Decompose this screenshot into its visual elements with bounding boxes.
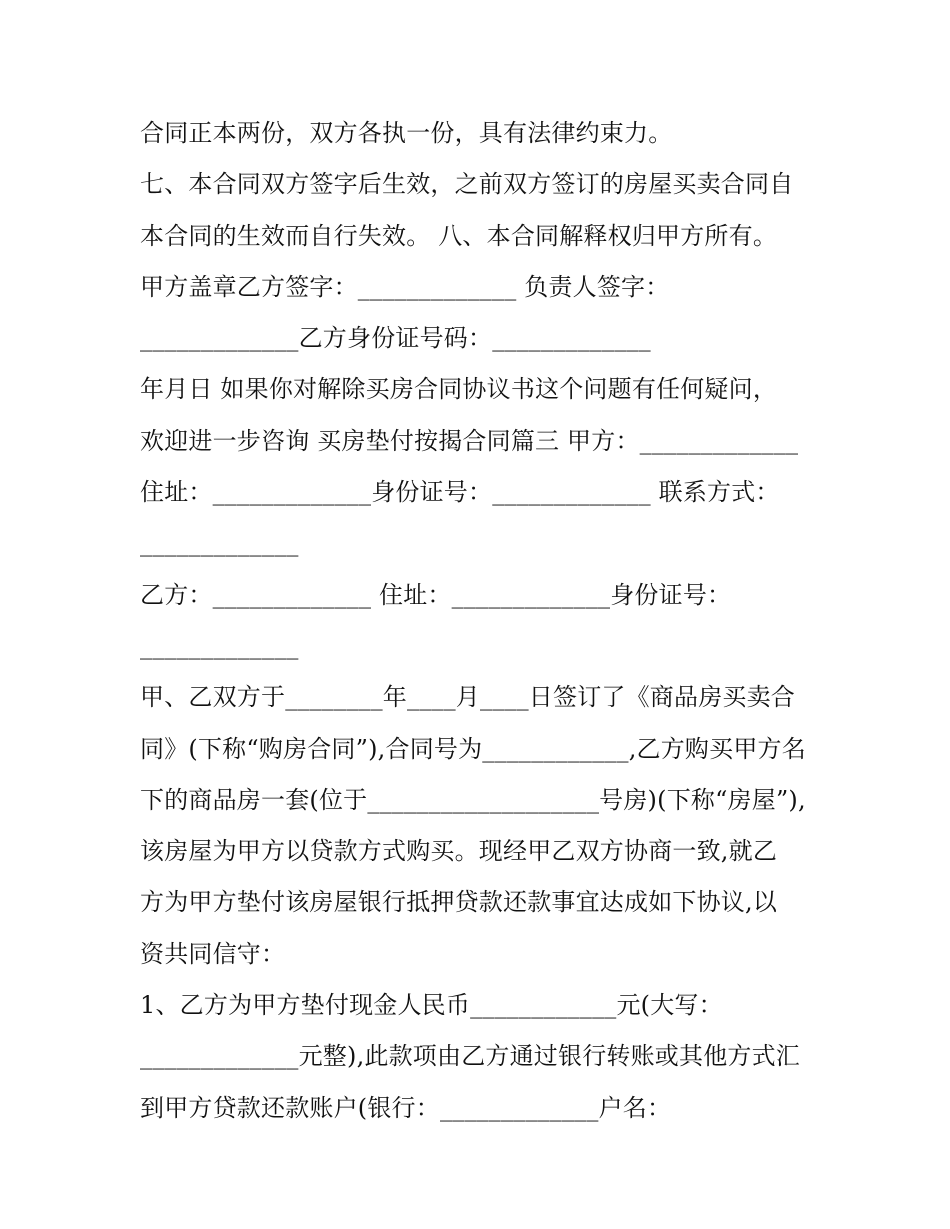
text-line: 方为甲方垫付该房屋银行抵押贷款还款事宜达成如下协议,以 [140,888,778,917]
text-line: 1、乙方为甲方垫付现金人民币____________元(大写： [140,991,723,1020]
text-line: _____________乙方身份证号码：_____________ [140,324,651,353]
text-line: 甲、乙双方于________年____月____日签订了《商品房买卖合 [140,683,795,712]
text-line: _____________ [140,631,299,660]
text-line: _____________ [140,529,299,558]
text-line: 七、本合同双方签字后生效，之前双方签订的房屋买卖合同自 [140,170,794,199]
text-line: 该房屋为甲方以贷款方式购买。现经甲乙双方协商一致,就乙 [140,837,778,866]
contract-body-text [140,108,820,1134]
text-line: 欢迎进一步咨询 买房垫付按揭合同篇三 甲方：_____________ [140,426,799,455]
text-line: 合同正本两份，双方各执一份，具有法律约束力。 [140,119,673,147]
text-line: 乙方：_____________ 住址：_____________身份证号： [140,580,732,609]
text-line: 本合同的生效而自行失效。 八、本合同解释权归甲方所有。 [140,221,778,250]
text-line: 资共同信守： [140,939,286,968]
text-line: 下的商品房一套(位于___________________号房)(下称“房屋”), [140,785,806,814]
text-line: _____________元整),此款项由乙方通过银行转账或其他方式汇 [140,1042,800,1071]
text-line: 年月日 如果你对解除买房合同协议书这个问题有任何疑问， [140,375,778,404]
text-line: 住址：_____________身份证号：_____________ 联系方式： [140,478,780,507]
text-line: 到甲方贷款还款账户(银行：_____________户名： [140,1093,672,1122]
text-line: 同》(下称“购房合同”),合同号为____________,乙方购买甲方名 [140,734,806,763]
text-line: 甲方盖章乙方签字：_____________ 负责人签字： [140,272,670,301]
